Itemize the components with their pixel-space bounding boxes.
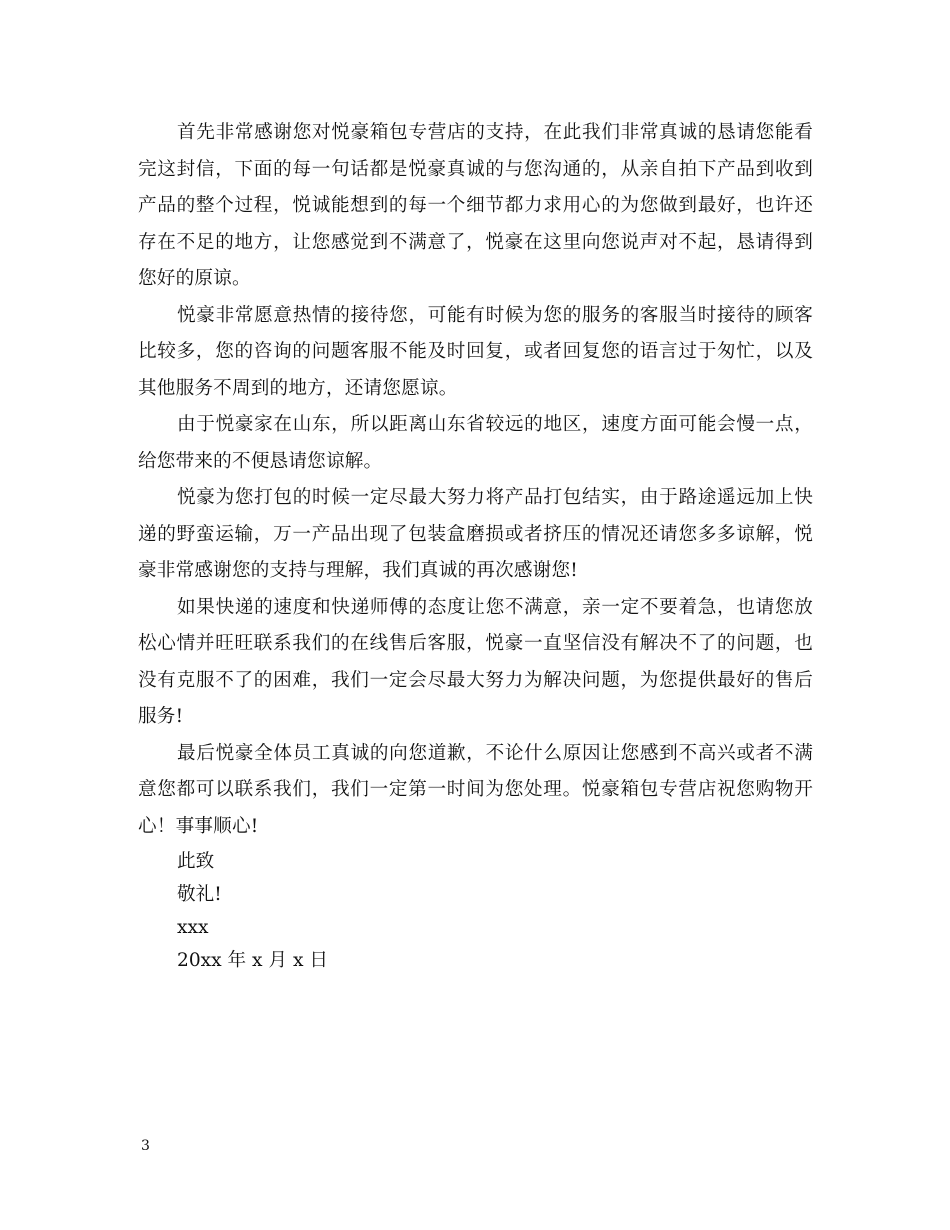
paragraph-service: 悦豪非常愿意热情的接待您，可能有时候为您的服务的客服当时接待的顾客比较多，您的咨询的问题客服不能及时回复，或者回复您的语言过于匆忙，以及其他服务不周到的地方，还请您愿谅。 <box>138 304 813 399</box>
signature: xxx <box>177 917 209 938</box>
letter-date: 20xx 年 x 月 x 日 <box>177 950 328 971</box>
paragraph-shipping-distance: 由于悦豪家在山东，所以距离山东省较远的地区，速度方面可能会慢一点，给您带来的不便恳请您谅解。 <box>138 414 813 472</box>
paragraph-thanks: 首先非常感谢您对悦豪箱包专营店的支持，在此我们非常真诚的恳请您能看完这封信，下面的每一句话都是悦豪真诚的与您沟通的，从亲自拍下产品到收到产品的整个过程，悦诚能想到的每一个细节都力求用心的为您做到最好，也许还存在不足的地方，让您感觉到不满意了，悦豪在这里向您说声对不起，恳请得到您好的原谅。 <box>138 122 813 289</box>
page-number: 3 <box>141 1138 150 1154</box>
closing-salutation: 此致 <box>177 851 215 872</box>
closing-regards: 敬礼! <box>177 884 222 905</box>
paragraph-apology: 最后悦豪全体员工真诚的向您道歉，不论什么原因让您感到不高兴或者不满意您都可以联系我们，我们一定第一时间为您处理。悦豪箱包专营店祝您购物开心！事事顺心! <box>138 742 813 837</box>
paragraph-packaging: 悦豪为您打包的时候一定尽最大努力将产品打包结实，由于路途遥远加上快递的野蛮运输，万一产品出现了包装盒磨损或者挤压的情况还请您多多谅解，悦豪非常感谢您的支持与理解，我们真诚的再次感谢您! <box>138 487 813 581</box>
letter-body <box>138 115 813 977</box>
paragraph-after-sales: 如果快递的速度和快递师傅的态度让您不满意，亲一定不要着急，也请您放松心情并旺旺联系我们的在线售后客服，悦豪一直坚信没有解决不了的问题，也没有克服不了的困难，我们一定会尽最大努力为解决问题，为您提供最好的售后服务! <box>138 596 813 727</box>
